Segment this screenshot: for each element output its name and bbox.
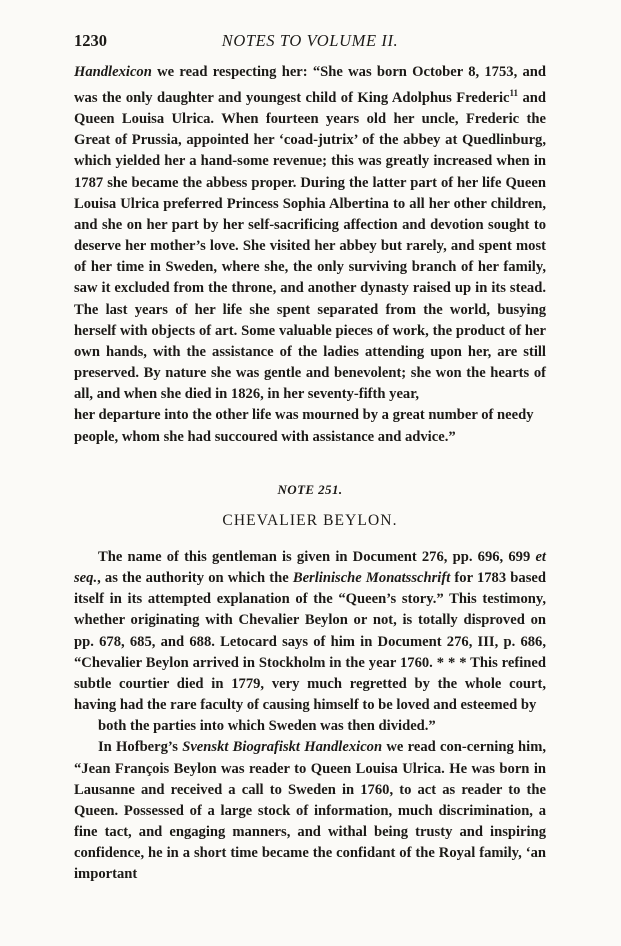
text-segment: we read respecting her: “She was born October 8, 1753, and was the only daughter and youngest child of King Adolphus Frederic <box>74 64 546 107</box>
note-body <box>74 547 546 886</box>
text-segment: The name of this gentleman is given in Document 276, pp. 696, 699 <box>98 549 536 565</box>
running-title: NOTES TO VOLUME II. <box>221 31 399 50</box>
paragraph-text <box>74 737 546 885</box>
text-segment: , as the authority on which the <box>97 570 293 587</box>
note-label: NOTE 251. <box>277 482 343 497</box>
note-title: CHEVALIER BEYLON. <box>222 512 398 529</box>
journal-title: Berlinische Monatsschrift <box>292 570 451 587</box>
page-header <box>74 30 546 52</box>
paragraph-last-line: both the parties into which Sweden was then divided.” <box>98 718 436 735</box>
latin-phrase: et seq. <box>74 549 546 587</box>
footnote-ref: 11 <box>509 88 519 99</box>
page-number: 1230 <box>74 31 107 50</box>
text-segment: and Queen Louisa Ulrica. When fourteen years old her uncle, Frederic the Great of Prussia, appointed her ‘coad-jutrix’ of the abbey at Quedlinburg, which yielded her a hand-some revenue; this was greatly increased when in 1787 she became the abbess proper. During the latter part of her life Queen Louisa Ulrica preferred Princess Sophia Albertina to all her other children, and she on her part by her self-sacrificing affection and devotion sought to deserve her mother’s love. She visited her abbey but rarely, and spent most of her time in Sweden, where she, the only surviving branch of her family, saw it excluded from the throne, and another dynasty raised up in its stead. The last years of her life she spent separated from the world, busying herself with objects of art. Some valuable pieces of work, the product of her own hands, with the assistance of the ladies attending upon her, are still preserved. By nature she was gentle and benevolent; she won the hearts of all, and when she died in 1826, in her seventy-fifth year, <box>74 90 546 403</box>
text-segment: In Hofberg’s <box>98 739 183 756</box>
continued-paragraph <box>74 62 546 448</box>
text-segment: we read con-cerning him, “Jean François Beylon was reader to Queen Louisa Ulrica. He was born in Lausanne and received a call to Sweden in 1760, to act as reader to the Queen. Possessed of a large stock of information, much discrimination, a fine tact, and engaging manners, and withal being trusty and inspiring confidence, he in a short time became the confidant of the Royal family, ‘an important <box>74 739 547 883</box>
work-title: Svenskt Biografiskt Handlexicon <box>182 739 383 756</box>
source-title: Handlexicon <box>74 64 152 80</box>
paragraph-last-line: her departure into the other life was mourned by a great number of needy people, whom she had succoured with assistance and advice.” <box>74 407 534 445</box>
paragraph-text <box>74 62 546 448</box>
paragraph-text <box>74 547 546 737</box>
text-segment: for 1783 based itself in its attempted explanation of the “Queen’s story.” This testimony, whether originating with Chevalier Beylon or not, is totally disproved on pp. 678, 685, and 688. Letocard says of him in Document 276, III, p. 686, “Chevalier Beylon arrived in Stockholm in the year 1760. * * * This refined subtle courtier died in 1779, very much regretted by the whole court, having had the rare faculty of causing himself to be loved and esteemed by <box>74 570 546 714</box>
